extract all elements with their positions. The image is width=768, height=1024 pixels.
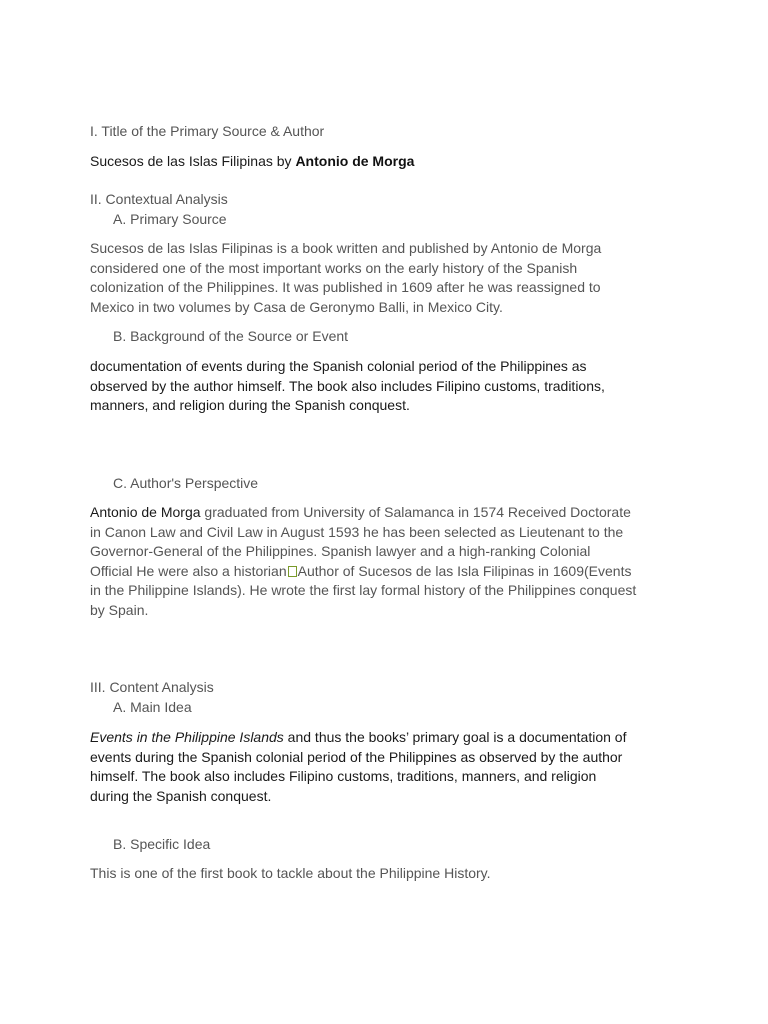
perspective-text-1: graduated from University of Salamanca in 1574 Received Doctorate in Canon Law and Civil Law in August 1593 he has been selected as Lieutenant to the Governor-General of the Philippines. Spanish lawyer and a high-ranking Colonial Official He were also a historian: [90, 504, 631, 579]
section1-heading: I. Title of the Primary Source & Author: [90, 123, 325, 139]
missing-glyph-icon: [288, 566, 297, 577]
main-idea-heading: A. Main Idea: [113, 699, 192, 715]
primary-source-heading: A. Primary Source: [113, 211, 227, 227]
source-title-text: Sucesos de las Islas Filipinas by: [90, 153, 296, 169]
section2-heading: II. Contextual Analysis: [90, 191, 228, 207]
perspective-author-name: Antonio de Morga: [90, 504, 201, 520]
section3-heading: III. Content Analysis: [90, 679, 214, 695]
main-idea-text: and thus the books’ primary goal is a documentation of events during the Spanish colonial period of the Philippines as observed by the author himself. The book also includes Filipino customs, traditions, manners, and religion during the Spanish conquest.: [90, 729, 627, 804]
background-heading: B. Background of the Source or Event: [113, 328, 349, 344]
specific-idea-heading: B. Specific Idea: [113, 836, 211, 852]
author-perspective-paragraph: [90, 503, 690, 621]
specific-idea-paragraph: This is one of the first book to tackle about the Philippine History.: [90, 865, 491, 881]
source-title-line: [90, 152, 414, 172]
source-author: Antonio de Morga: [295, 153, 415, 169]
primary-source-paragraph: Sucesos de las Islas Filipinas is a book written and published by Antonio de Morga considered one of the most important works on the early history of the Spanish colonization of the Philippines. It was published in 1609 after he was reassigned to Mexico in two volumes by Casa de Geronymo Balli, in Mexico City.: [90, 240, 602, 315]
main-idea-italic-title: Events in the Philippine Islands: [90, 729, 284, 745]
background-paragraph: documentation of events during the Spanish colonial period of the Philippines as observed by the author himself. The book also includes Filipino customs, traditions, manners, and religion during the Spanish conquest.: [90, 358, 605, 414]
author-perspective-heading: C. Author's Perspective: [113, 475, 259, 491]
main-idea-paragraph: [90, 728, 690, 806]
perspective-text-2: Author of Sucesos de las Isla Filipinas in 1609(Events in the Philippine Islands). He wrote the first lay formal history of the Philippines conquest by Spain.: [90, 562, 637, 618]
